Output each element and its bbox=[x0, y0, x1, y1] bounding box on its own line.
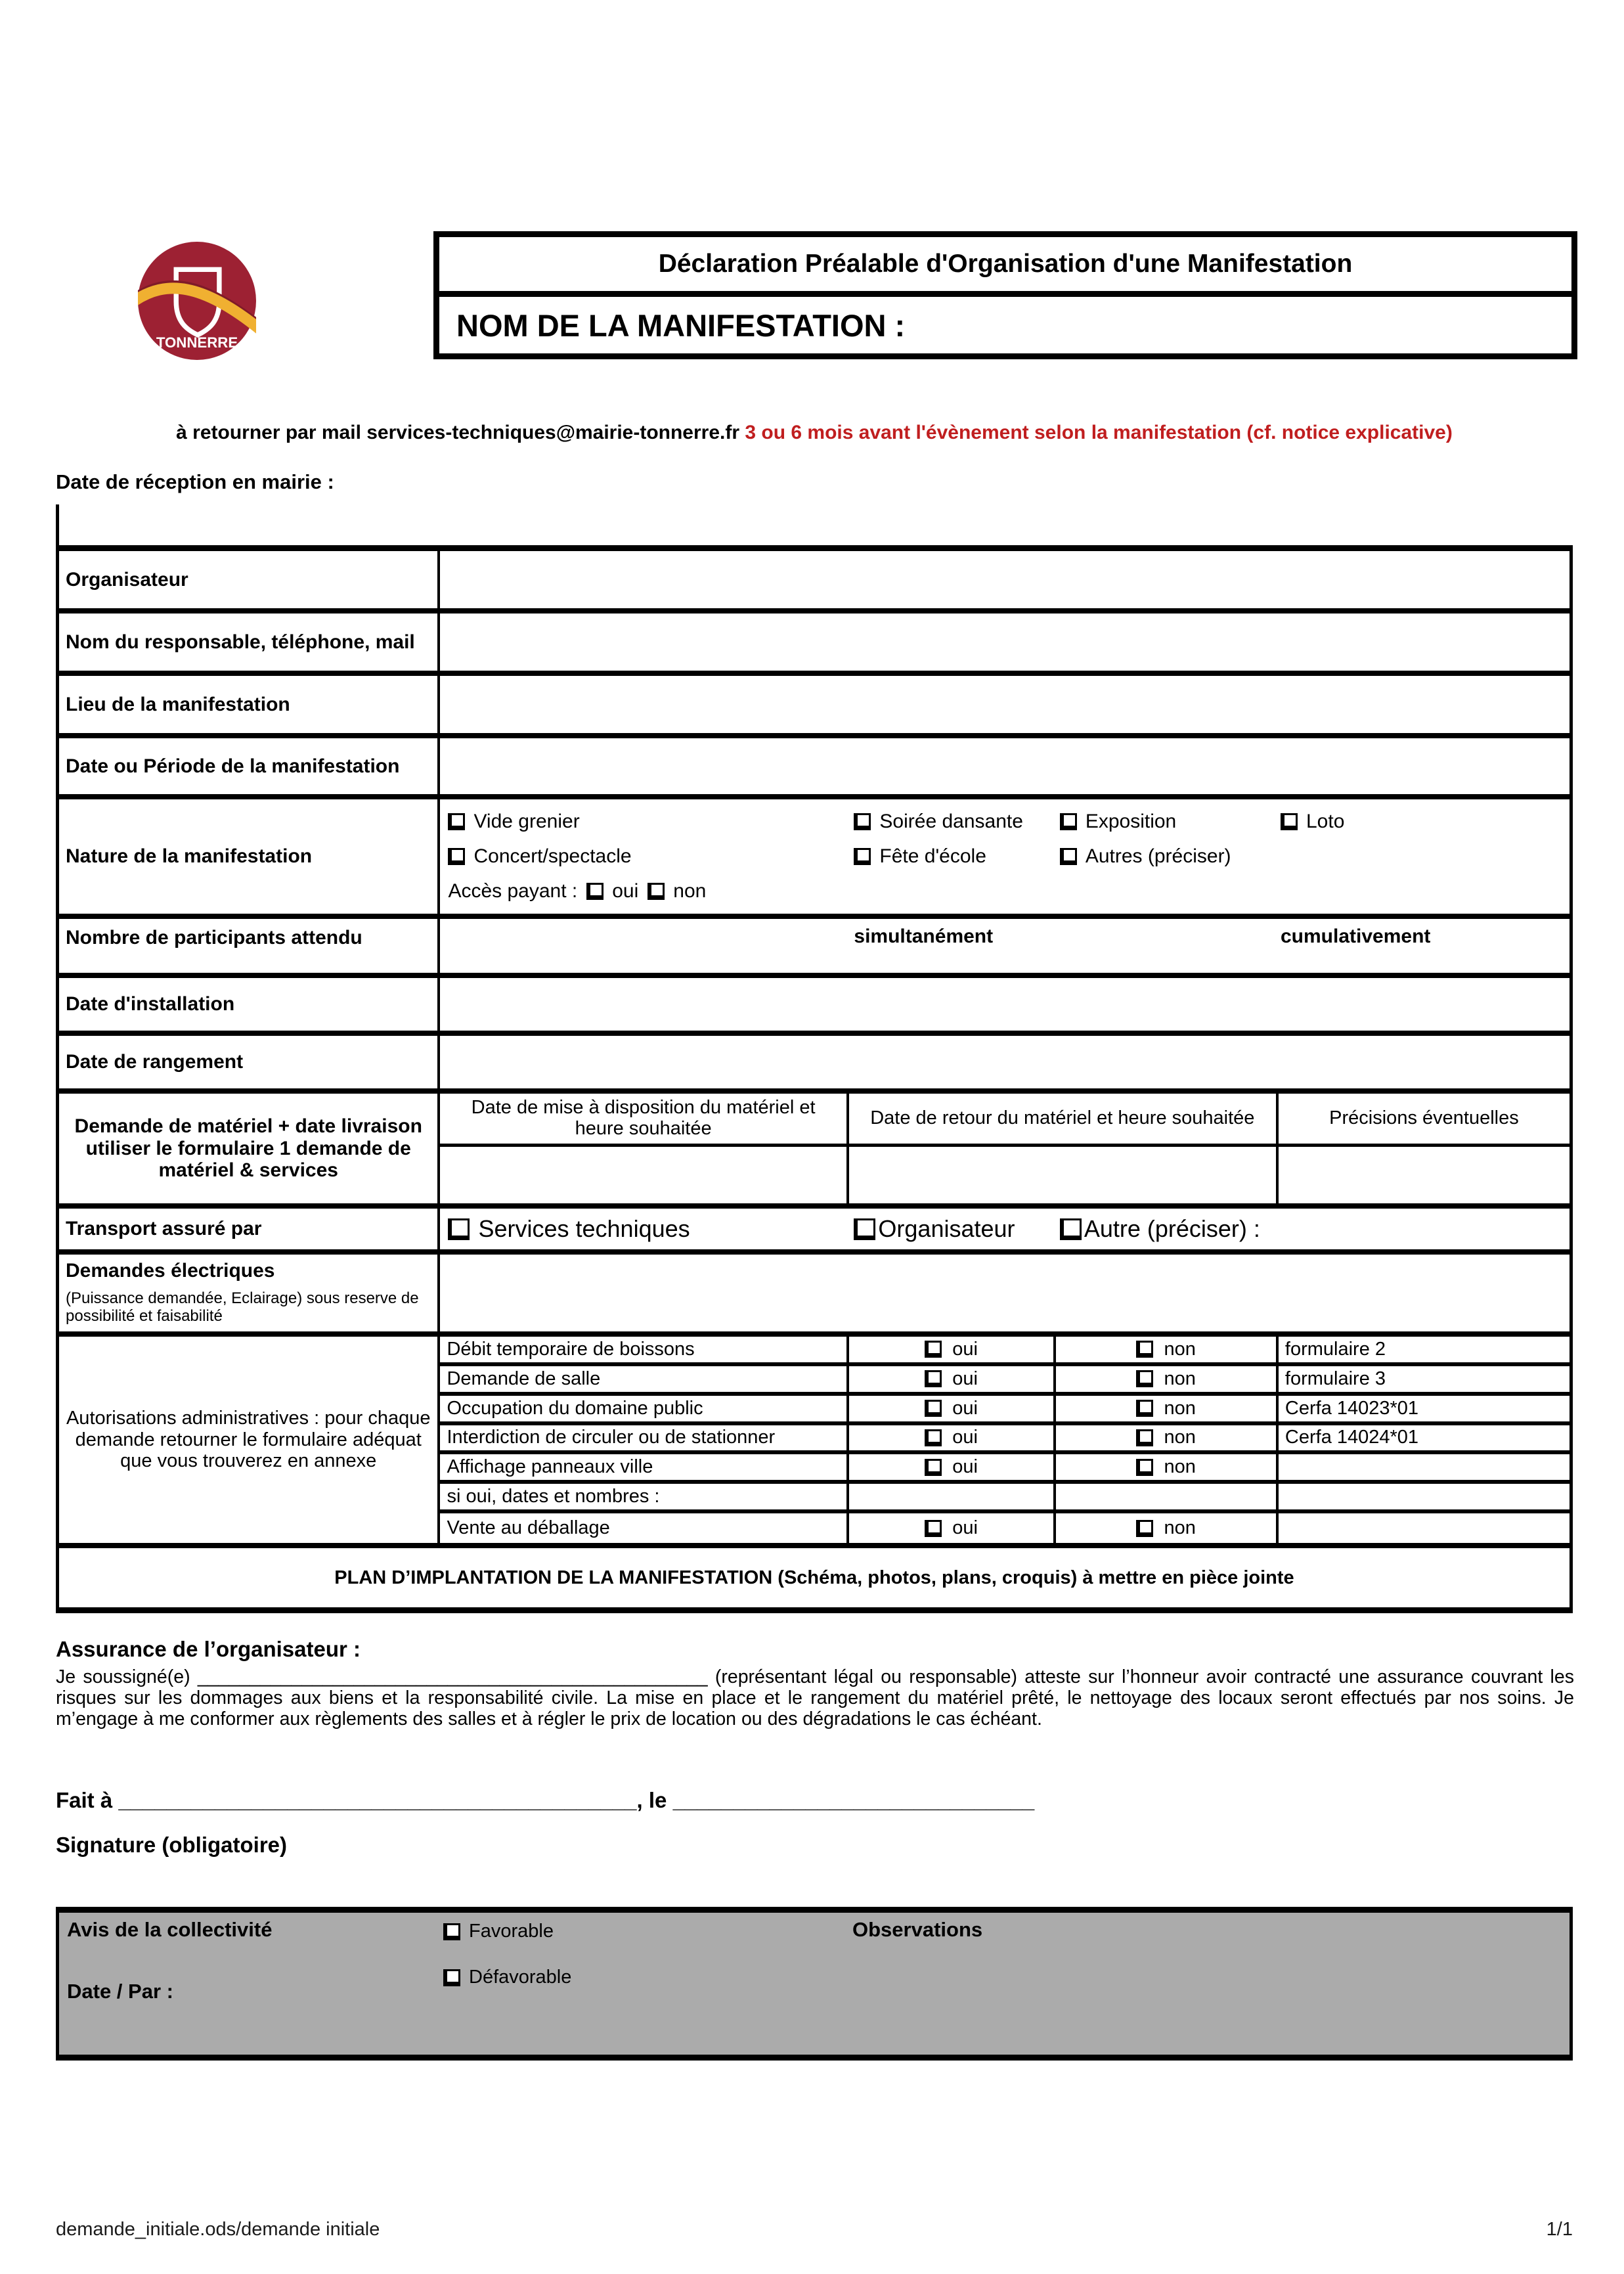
avis-favorable-option: Favorable bbox=[443, 1921, 554, 1942]
auth-item-label: Demande de salle bbox=[440, 1366, 848, 1396]
checkbox-icon bbox=[925, 1429, 942, 1446]
checkbox-icon bbox=[1060, 1218, 1082, 1240]
checkbox-icon bbox=[443, 1969, 460, 1986]
periode-field bbox=[440, 738, 1569, 799]
fait-a-line bbox=[56, 1788, 1034, 1813]
auth-item-label: Affichage panneaux ville bbox=[440, 1454, 848, 1484]
assurance-heading: Assurance de l’organisateur : bbox=[56, 1637, 361, 1661]
fait-a-blank: ___________________________________________ bbox=[118, 1788, 637, 1812]
return-mail-text: à retourner par mail services-techniques@mairie-tonnerre.fr bbox=[176, 422, 740, 443]
checkbox-icon bbox=[586, 883, 604, 900]
checkbox-label: oui bbox=[952, 1368, 978, 1389]
footer-page-number: 1/1 bbox=[1546, 2219, 1573, 2240]
auth-non-cell bbox=[1056, 1337, 1279, 1366]
organisateur-field bbox=[440, 551, 1569, 613]
auth-item-label: Occupation du domaine public bbox=[440, 1396, 848, 1425]
checkbox-icon bbox=[448, 813, 465, 830]
transport-options bbox=[440, 1209, 1569, 1249]
auth-oui-cell bbox=[849, 1484, 1057, 1513]
checkbox-icon bbox=[1136, 1370, 1153, 1387]
checkbox-label: non bbox=[1164, 1517, 1196, 1539]
checkbox-label: non bbox=[1164, 1397, 1196, 1419]
avis-label: Avis de la collectivité bbox=[67, 1918, 273, 1941]
checkbox-label: non bbox=[1164, 1338, 1196, 1360]
electriques-field bbox=[440, 1255, 1569, 1337]
installation-label: Date d'installation bbox=[59, 978, 440, 1036]
checkbox-label: oui bbox=[952, 1397, 978, 1419]
checkbox-icon bbox=[1136, 1400, 1153, 1417]
materiel-label: Demande de matériel + date livraison utiliser le formulaire 1 demande de matériel & services bbox=[59, 1094, 440, 1209]
auth-non-cell bbox=[1056, 1396, 1279, 1425]
acces-oui-option: oui bbox=[586, 880, 638, 903]
return-instructions bbox=[56, 422, 1573, 444]
installation-field bbox=[440, 978, 1569, 1036]
auth-non-cell bbox=[1056, 1366, 1279, 1396]
auth-form-label: formulaire 3 bbox=[1279, 1366, 1569, 1396]
manifestation-name-label: NOM DE LA MANIFESTATION : bbox=[456, 307, 906, 343]
auth-item-label: Vente au déballage bbox=[440, 1513, 848, 1543]
checkbox-label: oui bbox=[952, 1427, 978, 1448]
nature-option: Fête d'école bbox=[854, 845, 1059, 868]
participants-field bbox=[440, 919, 1569, 978]
auth-form-label bbox=[1279, 1513, 1569, 1543]
document-title: Déclaration Préalable d'Organisation d'une Manifestation bbox=[439, 237, 1571, 297]
signature-label: Signature (obligatoire) bbox=[56, 1833, 288, 1857]
materiel-field bbox=[440, 1094, 1569, 1209]
lieu-label: Lieu de la manifestation bbox=[59, 676, 440, 738]
nature-options bbox=[440, 799, 1569, 914]
auth-oui-cell bbox=[849, 1396, 1057, 1425]
responsable-label: Nom du responsable, téléphone, mail bbox=[59, 613, 440, 676]
materiel-subtable bbox=[440, 1094, 1569, 1203]
reception-field-border bbox=[56, 504, 66, 545]
acces-non-option: non bbox=[647, 880, 706, 903]
checkbox-icon bbox=[925, 1370, 942, 1387]
checkbox-label: non bbox=[1164, 1427, 1196, 1448]
auth-form-label bbox=[1279, 1484, 1569, 1513]
checkbox-icon bbox=[925, 1459, 942, 1476]
cumulativement-label: cumulativement bbox=[1281, 925, 1431, 947]
page-footer bbox=[56, 2219, 1573, 2241]
auth-non-cell bbox=[1056, 1454, 1279, 1484]
nature-option: Exposition bbox=[1060, 811, 1281, 833]
nature-option: Soirée dansante bbox=[854, 811, 1059, 833]
electriques-label-cell bbox=[59, 1255, 440, 1337]
checkbox-icon bbox=[1060, 848, 1077, 865]
checkbox-icon bbox=[1060, 813, 1077, 830]
observations-label: Observations bbox=[852, 1918, 983, 1941]
fait-a-label: Fait à bbox=[56, 1788, 119, 1812]
organisateur-label: Organisateur bbox=[59, 551, 440, 613]
transport-label: Transport assuré par bbox=[59, 1209, 440, 1255]
electriques-label: Demandes électriques bbox=[66, 1260, 275, 1282]
le-label: , le bbox=[636, 1788, 673, 1812]
title-box bbox=[433, 231, 1577, 359]
participants-columns bbox=[440, 919, 1569, 973]
responsable-field bbox=[440, 613, 1569, 676]
auth-oui-cell bbox=[849, 1337, 1057, 1366]
auth-form-label: formulaire 2 bbox=[1279, 1337, 1569, 1366]
checkbox-icon bbox=[925, 1341, 942, 1358]
checkbox-icon bbox=[448, 1218, 470, 1240]
transport-option: Autre (préciser) : bbox=[1060, 1215, 1569, 1243]
auth-rows bbox=[440, 1337, 1569, 1543]
nature-option: Concert/spectacle bbox=[448, 845, 854, 868]
nature-option: Loto bbox=[1281, 811, 1569, 833]
checkbox-icon bbox=[1136, 1429, 1153, 1446]
auth-oui-cell bbox=[849, 1366, 1057, 1396]
checkbox-icon bbox=[1136, 1341, 1153, 1358]
tonnerre-logo bbox=[138, 242, 256, 360]
avis-collectivite-box bbox=[56, 1907, 1573, 2061]
materiel-col1-header: Date de mise à disposition du matériel et heure souhaitée bbox=[440, 1094, 848, 1147]
periode-label: Date ou Période de la manifestation bbox=[59, 738, 440, 799]
nature-label: Nature de la manifestation bbox=[59, 799, 440, 919]
auth-form-label: Cerfa 14023*01 bbox=[1279, 1396, 1569, 1425]
rangement-label: Date de rangement bbox=[59, 1036, 440, 1094]
acces-payant-line bbox=[448, 880, 1569, 903]
logo-text: TONNERRE bbox=[156, 334, 238, 351]
checkbox-label: non bbox=[1164, 1456, 1196, 1478]
materiel-col3-field bbox=[1279, 1147, 1569, 1203]
footer-filename: demande_initiale.ods/demande initiale bbox=[56, 2219, 380, 2240]
auth-non-cell bbox=[1056, 1425, 1279, 1455]
auth-non-cell bbox=[1056, 1484, 1279, 1513]
checkbox-icon bbox=[925, 1520, 942, 1537]
transport-option: Services techniques bbox=[448, 1215, 854, 1243]
materiel-col1-field bbox=[440, 1147, 848, 1203]
plan-implantation-note: PLAN D’IMPLANTATION DE LA MANIFESTATION (Schéma, photos, plans, croquis) à mettre en pièce jointe bbox=[334, 1567, 1294, 1588]
materiel-col2-header: Date de retour du matériel et heure souhaitée bbox=[849, 1094, 1279, 1147]
nature-option: Vide grenier bbox=[448, 811, 854, 833]
avis-defavorable-option: Défavorable bbox=[443, 1967, 571, 1988]
assurance-paragraph: Je soussigné(e) _________________________________________________ (représentant légal ou responsable) atteste sur l’honneur avoir contracté une assurance couvrant les risques sur les dommages aux biens et la responsabilité civile. La mise en place et le rangement du matériel prêté, le nettoyage des locaux seront effectués par nos soins. Je m’engage à me conformer aux règlements des salles et à régler le prix de location ou des dégradations le cas échéant. bbox=[56, 1666, 1574, 1730]
auth-oui-cell bbox=[849, 1454, 1057, 1484]
participants-label: Nombre de participants attendu bbox=[59, 919, 440, 978]
date-par-label: Date / Par : bbox=[67, 1980, 173, 2003]
materiel-col3-header: Précisions éventuelles bbox=[1279, 1094, 1569, 1147]
auth-oui-cell bbox=[849, 1513, 1057, 1543]
auth-item-label: Débit temporaire de boissons bbox=[440, 1337, 848, 1366]
reception-date-label: Date de réception en mairie : bbox=[56, 470, 334, 493]
auth-oui-cell bbox=[849, 1425, 1057, 1455]
nature-field bbox=[440, 799, 1569, 919]
simultanement-label: simultanément bbox=[854, 925, 994, 947]
auth-non-cell bbox=[1056, 1513, 1279, 1543]
checkbox-icon bbox=[925, 1400, 942, 1417]
checkbox-label: oui bbox=[952, 1456, 978, 1478]
checkbox-icon bbox=[647, 883, 665, 900]
checkbox-icon bbox=[1281, 813, 1298, 830]
auth-form-label: Cerfa 14024*01 bbox=[1279, 1425, 1569, 1455]
checkbox-icon bbox=[854, 1218, 875, 1240]
checkbox-label: oui bbox=[952, 1338, 978, 1360]
acces-payant-label: Accès payant : bbox=[448, 880, 578, 902]
checkbox-icon bbox=[854, 813, 871, 830]
transport-field bbox=[440, 1209, 1569, 1255]
checkbox-icon bbox=[448, 848, 465, 865]
autorisations-label: Autorisations administratives : pour chaque demande retourner le formulaire adéquat que vous trouverez en annexe bbox=[59, 1337, 440, 1548]
materiel-col2-field bbox=[849, 1147, 1279, 1203]
auth-item-label: Interdiction de circuler ou de stationner bbox=[440, 1425, 848, 1455]
le-blank: ______________________________ bbox=[672, 1788, 1035, 1812]
return-deadline-text: 3 ou 6 mois avant l'évènement selon la manifestation (cf. notice explicative) bbox=[745, 422, 1453, 443]
auth-item-label: si oui, dates et nombres : bbox=[440, 1484, 848, 1513]
checkbox-icon bbox=[443, 1923, 460, 1940]
rangement-field bbox=[440, 1036, 1569, 1094]
autorisations-field bbox=[440, 1337, 1569, 1548]
electriques-note: (Puissance demandée, Eclairage) sous reserve de possibilité et faisabilité bbox=[66, 1289, 419, 1325]
checkbox-label: oui bbox=[952, 1517, 978, 1539]
auth-form-label bbox=[1279, 1454, 1569, 1484]
main-form-table bbox=[56, 545, 1573, 1613]
checkbox-icon bbox=[854, 848, 871, 865]
checkbox-icon bbox=[1136, 1520, 1153, 1537]
checkbox-label: non bbox=[1164, 1368, 1196, 1389]
checkbox-icon bbox=[1136, 1459, 1153, 1476]
nature-option: Autres (préciser) bbox=[1060, 845, 1569, 868]
transport-option: Organisateur bbox=[854, 1215, 1059, 1243]
lieu-field bbox=[440, 676, 1569, 738]
